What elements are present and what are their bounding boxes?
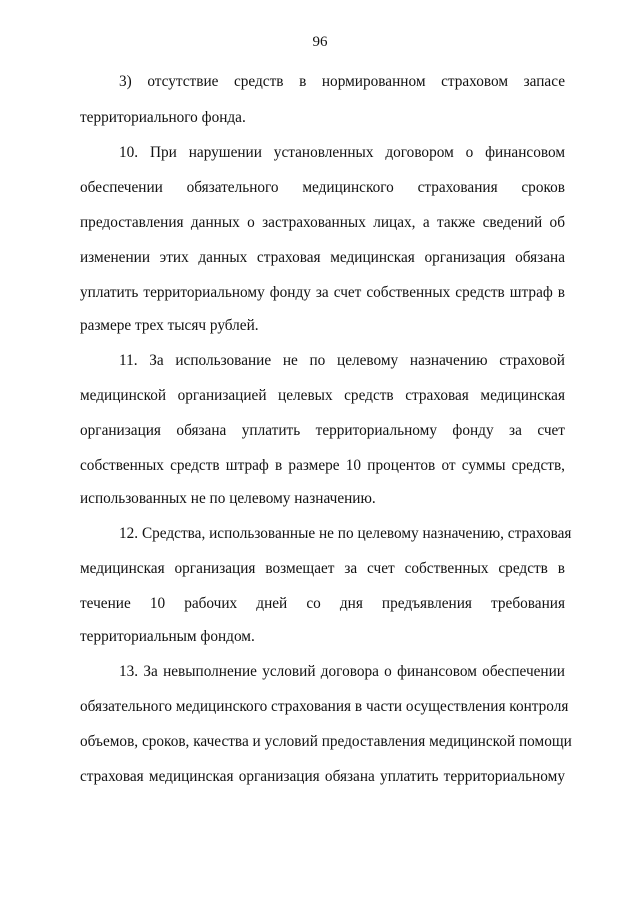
text-line: территориального фонда. [80,109,246,126]
text-line: изменении этих данных страховая медицинская организация обязана [80,249,565,266]
page-number: 96 [312,34,328,50]
text-line: страховая медицинская организация обязана уплатить территориальному [80,768,565,785]
text-line: обязательного медицинского страхования в части осуществления контроля [80,698,569,715]
text-line: медицинской организацией целевых средств страховая медицинская [80,387,565,404]
text-line: организация обязана уплатить территориальному фонду за счет [80,422,565,439]
text-line: обеспечении обязательного медицинского страхования сроков [80,179,565,196]
text-line: объемов, сроков, качества и условий предоставления медицинской помощи [80,733,572,750]
text-line: течение 10 рабочих дней со дня предъявления требования [80,595,565,612]
text-line: 11. За использование не по целевому назначению страховой [119,352,565,369]
text-line: использованных не по целевому назначению. [80,490,376,507]
text-line: 10. При нарушении установленных договором о финансовом [119,144,565,161]
text-line: 12. Средства, использованные не по целевому назначению, страховая [119,525,572,542]
text-line: 3) отсутствие средств в нормированном страховом запасе [119,73,565,90]
text-line: медицинская организация возмещает за счет собственных средств в [80,560,565,577]
text-line: территориальным фондом. [80,628,255,645]
text-line: 13. За невыполнение условий договора о финансовом обеспечении [119,663,565,680]
text-line: уплатить территориальному фонду за счет собственных средств штраф в [80,284,565,301]
text-line: предоставления данных о застрахованных лицах, а также сведений об [80,214,565,231]
text-line: размере трех тысяч рублей. [80,317,259,334]
text-line: собственных средств штраф в размере 10 процентов от суммы средств, [80,457,565,474]
